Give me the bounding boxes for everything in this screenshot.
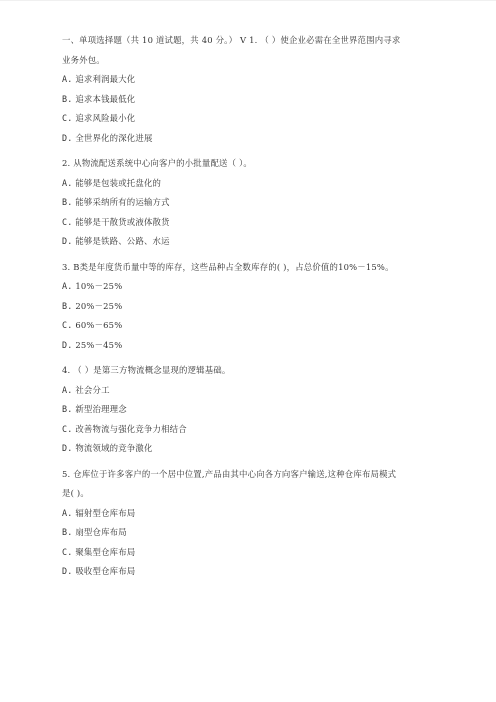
question-3 — [62, 258, 442, 356]
question-5-option-a — [62, 504, 442, 524]
question-1-option-d — [62, 129, 442, 149]
option-letter: C. — [62, 113, 73, 123]
question-4-option-a — [62, 381, 442, 401]
question-2-stem-line-1: 2. 从物流配送系统中心向客户的小批量配送（ ）。 — [62, 158, 252, 168]
option-letter: A. — [62, 507, 73, 518]
question-5-option-c — [62, 543, 442, 563]
option-letter: C. — [62, 546, 73, 557]
option-text: 20%－25% — [75, 300, 123, 311]
option-text: 吸收型仓库布局 — [75, 566, 136, 576]
question-1-stem-line-2: 业务外包。 — [62, 54, 105, 65]
question-2-option-c — [62, 213, 442, 233]
option-letter: C. — [62, 320, 73, 330]
option-letter: B. — [62, 300, 73, 311]
question-2 — [62, 154, 442, 252]
option-letter: B. — [62, 527, 73, 537]
option-letter: D. — [62, 132, 73, 143]
option-letter: B. — [62, 404, 73, 414]
option-text: 能够采纳所有的运输方式 — [75, 197, 170, 207]
question-3-option-a — [62, 277, 442, 297]
question-3-option-d — [62, 336, 442, 356]
question-1-option-b — [62, 90, 442, 110]
question-3-stem-line-1: 3. B类是年度货币量中等的库存，这些品种占全数库存的( )，占总价值的10%－15%。 — [62, 261, 394, 272]
option-letter: C. — [62, 423, 73, 434]
option-text: 改善物流与强化竞争力相结合 — [75, 423, 187, 434]
question-1-option-c — [62, 109, 442, 129]
question-1 — [62, 31, 442, 148]
option-text: 60%－65% — [75, 320, 123, 330]
option-letter: D. — [62, 236, 73, 246]
question-2-option-a — [62, 174, 442, 194]
question-1-option-a — [62, 70, 442, 90]
option-text: 追求利润最大化 — [75, 74, 136, 84]
option-text: 辐射型仓库布局 — [75, 507, 136, 518]
question-4-option-d — [62, 439, 442, 459]
option-letter: A. — [62, 281, 73, 291]
question-4-stem-line-1: 4. （ ）是第三方物流概念显现的逻辑基础。 — [62, 365, 231, 375]
option-text: 10%－25% — [75, 281, 123, 291]
option-text: 能够是干散货或液体散货 — [75, 216, 170, 227]
question-3-option-c — [62, 316, 442, 336]
question-5-option-b — [62, 523, 442, 543]
option-letter: B. — [62, 93, 73, 104]
option-letter: C. — [62, 216, 73, 227]
question-4-option-c — [62, 420, 442, 440]
option-text: 25%－45% — [75, 339, 123, 350]
option-text: 能够是铁路、公路、水运 — [75, 236, 170, 246]
question-list — [62, 31, 442, 582]
question-5-stem-line-1: 5. 仓库位于许多客户的一个居中位置,产品由其中心向各方向客户输送,这种仓库布局模式 — [62, 468, 397, 479]
question-2-option-d — [62, 232, 442, 252]
option-text: 聚集型仓库布局 — [75, 546, 136, 557]
option-text: 追求本钱最低化 — [75, 93, 136, 104]
option-letter: A. — [62, 74, 73, 84]
option-text: 能够是包装或托盘化的 — [75, 177, 162, 188]
question-5-stem-line-2: 是( )。 — [62, 488, 89, 498]
option-letter: A. — [62, 177, 73, 188]
question-3-option-b — [62, 297, 442, 317]
option-text: 社会分工 — [75, 384, 110, 395]
option-text: 扇型仓库布局 — [75, 527, 127, 537]
question-1-stem-line-1: 一、单项选择题（共 10 道试题，共 40 分。） V 1. （ ）使企业必需在全世界范围内寻求 — [62, 35, 401, 45]
option-letter: D. — [62, 566, 73, 576]
option-text: 全世界化的深化进展 — [75, 132, 153, 143]
option-letter: A. — [62, 384, 73, 395]
question-5 — [62, 465, 442, 582]
option-letter: B. — [62, 197, 73, 207]
option-text: 物流领域的竞争激化 — [75, 443, 153, 453]
option-text: 新型治理理念 — [75, 404, 127, 414]
option-letter: D. — [62, 443, 73, 453]
question-4 — [62, 361, 442, 459]
question-5-option-d — [62, 562, 442, 582]
question-2-option-b — [62, 193, 442, 213]
option-letter: D. — [62, 339, 73, 350]
question-4-option-b — [62, 400, 442, 420]
option-text: 追求风险最小化 — [75, 113, 136, 123]
